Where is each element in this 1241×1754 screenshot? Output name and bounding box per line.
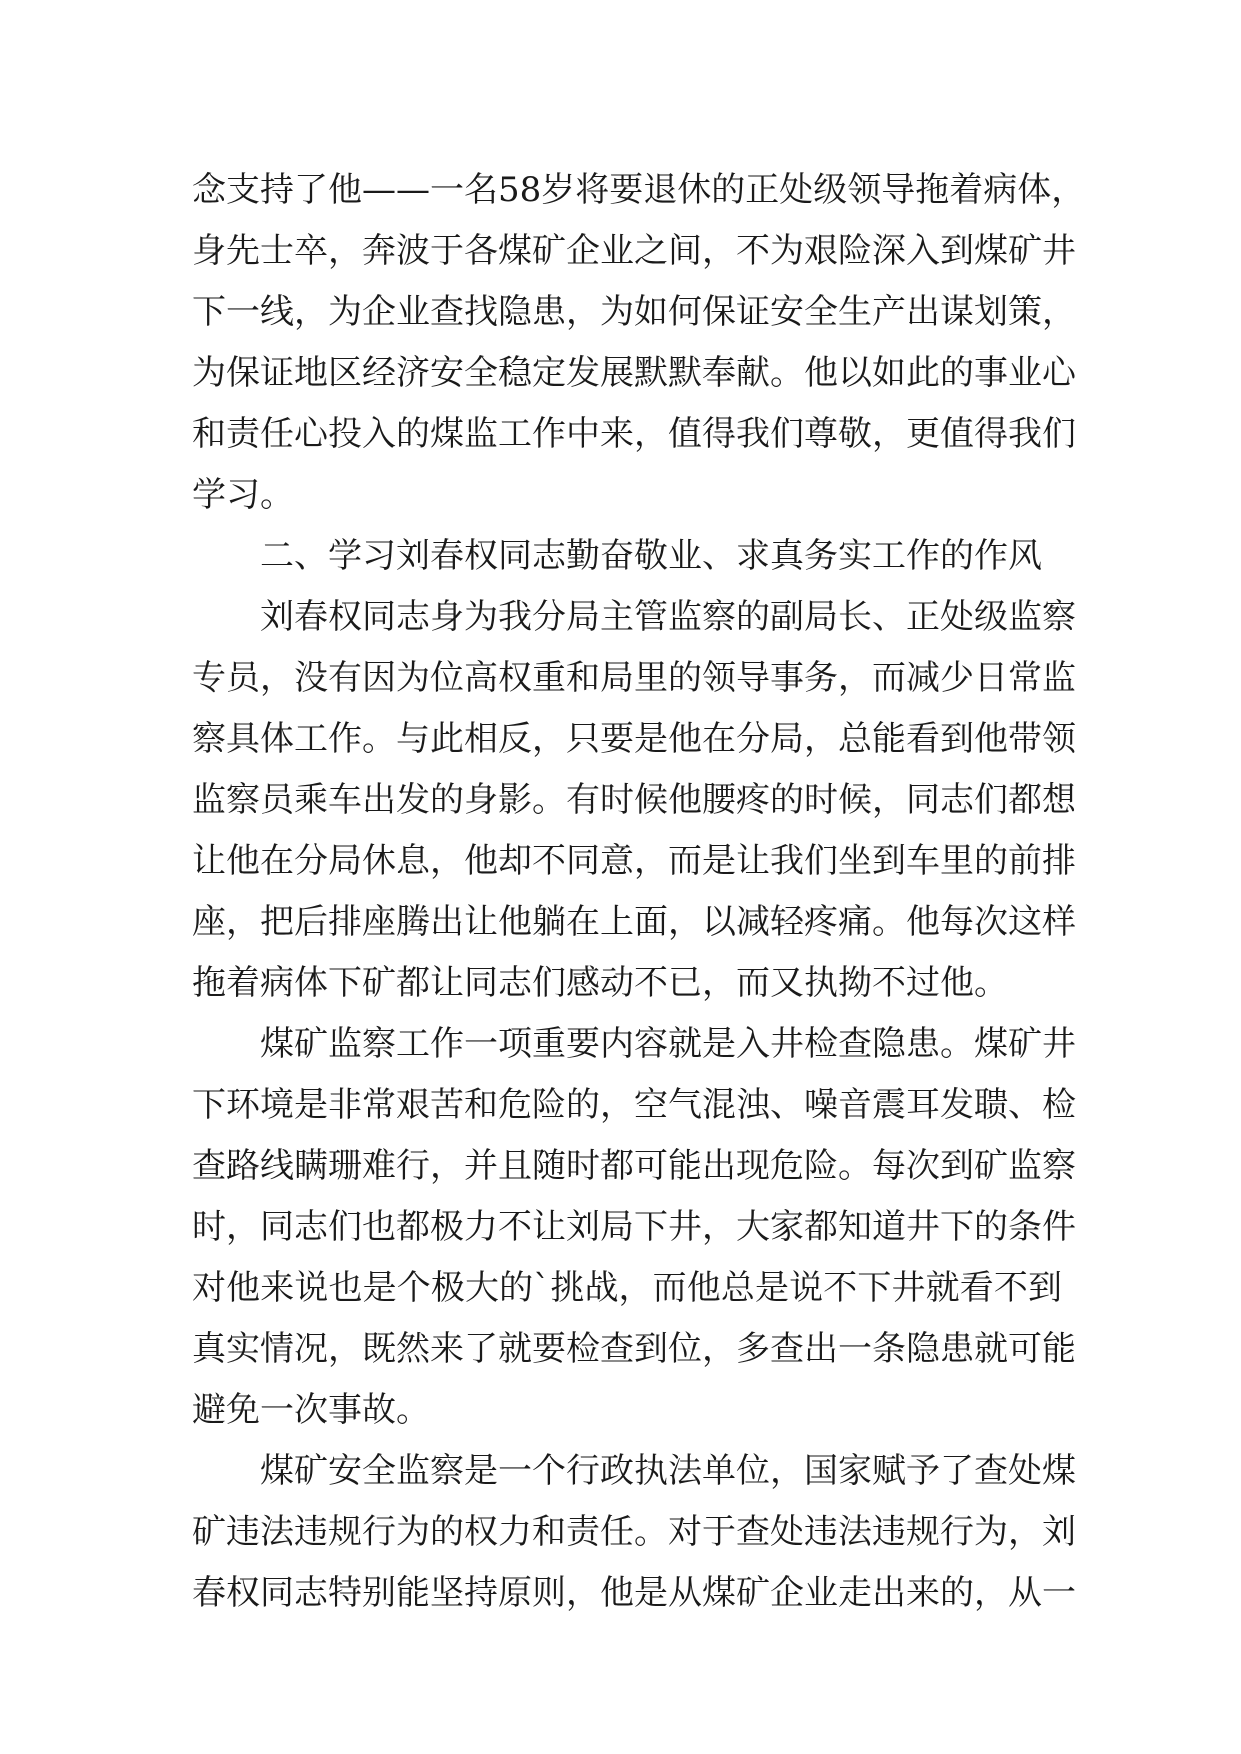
text-line: 专员，没有因为位高权重和局里的领导事务，而减少日常监 bbox=[192, 658, 1076, 698]
text-line: 拖着病体下矿都让同志们感动不已，而又执拗不过他。 bbox=[192, 963, 1008, 1003]
text-line: 察具体工作。与此相反，只要是他在分局，总能看到他带领 bbox=[192, 719, 1076, 759]
text-line: 座，把后排座腾出让他躺在上面，以减轻疼痛。他每次这样 bbox=[192, 902, 1076, 942]
text-line: 监察员乘车出发的身影。有时候他腰疼的时候，同志们都想 bbox=[192, 780, 1076, 820]
text-line: 春权同志特别能坚持原则，他是从煤矿企业走出来的，从一 bbox=[192, 1573, 1076, 1613]
text-line: 学习。 bbox=[192, 475, 294, 515]
text-line: 念支持了他——一名58岁将要退休的正处级领导拖着病体， bbox=[192, 170, 1086, 210]
text-line: 身先士卒，奔波于各煤矿企业之间，不为艰险深入到煤矿井 bbox=[192, 231, 1076, 271]
section-heading: 二、学习刘春权同志勤奋敬业、求真务实工作的作风 bbox=[260, 536, 1042, 576]
text-line: 下环境是非常艰苦和危险的，空气混浊、噪音震耳发聩、检 bbox=[192, 1085, 1076, 1125]
document-body bbox=[192, 160, 1086, 1624]
text-line: 下一线，为企业查找隐患，为如何保证安全生产出谋划策， bbox=[192, 292, 1076, 332]
text-line: 对他来说也是个极大的`挑战，而他总是说不下井就看不到 bbox=[192, 1268, 1062, 1308]
text-line: 让他在分局休息，他却不同意，而是让我们坐到车里的前排 bbox=[192, 841, 1076, 881]
text-line: 矿违法违规行为的权力和责任。对于查处违法违规行为，刘 bbox=[192, 1512, 1076, 1552]
text-line: 时，同志们也都极力不让刘局下井，大家都知道井下的条件 bbox=[192, 1207, 1076, 1247]
text-line: 和责任心投入的煤监工作中来，值得我们尊敬，更值得我们 bbox=[192, 414, 1076, 454]
text-line: 为保证地区经济安全稳定发展默默奉献。他以如此的事业心 bbox=[192, 353, 1076, 393]
paragraph-first-line: 刘春权同志身为我分局主管监察的副局长、正处级监察 bbox=[260, 597, 1076, 637]
paragraph-first-line: 煤矿安全监察是一个行政执法单位，国家赋予了查处煤 bbox=[260, 1451, 1076, 1491]
text-line: 避免一次事故。 bbox=[192, 1390, 430, 1430]
text-line: 查路线瞒珊难行，并且随时都可能出现危险。每次到矿监察 bbox=[192, 1146, 1076, 1186]
paragraph-first-line: 煤矿监察工作一项重要内容就是入井检查隐患。煤矿井 bbox=[260, 1024, 1076, 1064]
text-line: 真实情况，既然来了就要检查到位，多查出一条隐患就可能 bbox=[192, 1329, 1076, 1369]
